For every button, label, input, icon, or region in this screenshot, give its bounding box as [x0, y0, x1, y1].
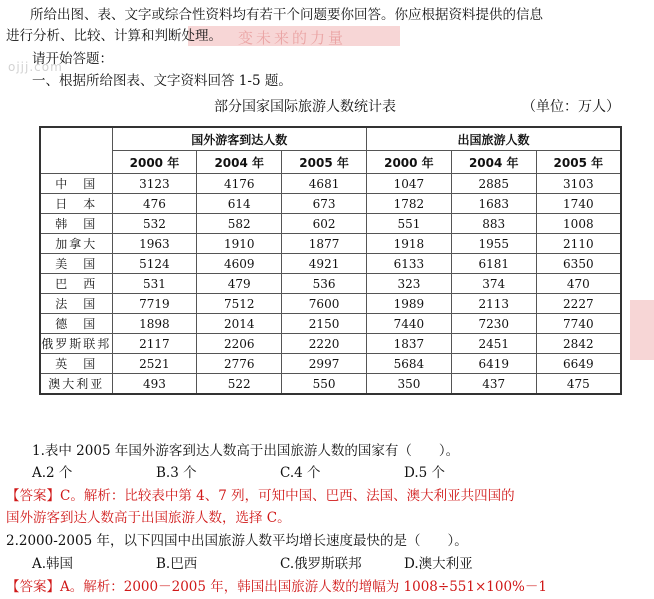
value-cell: 1782: [366, 194, 451, 214]
country-cell: 法 国: [40, 294, 112, 314]
value-cell: 582: [197, 214, 282, 234]
group-header-inbound: 国外游客到达人数: [112, 127, 366, 151]
country-cell: 德 国: [40, 314, 112, 334]
table-row: [40, 174, 621, 194]
intro-line-2: 进行分析、比较、计算和判断处理。: [6, 28, 222, 44]
value-cell: 531: [112, 274, 197, 294]
value-cell: 2220: [282, 334, 367, 354]
value-cell: 5684: [366, 354, 451, 374]
value-cell: 2110: [536, 234, 621, 254]
value-cell: 2885: [451, 174, 536, 194]
table-group-header-row: [40, 127, 621, 151]
country-cell: 英 国: [40, 354, 112, 374]
value-cell: 1955: [451, 234, 536, 254]
value-cell: 2014: [197, 314, 282, 334]
value-cell: 6350: [536, 254, 621, 274]
q1-option-d[interactable]: D.5 个: [404, 465, 446, 481]
value-cell: 6181: [451, 254, 536, 274]
value-cell: 4609: [197, 254, 282, 274]
value-cell: 7512: [197, 294, 282, 314]
value-cell: 536: [282, 274, 367, 294]
value-cell: 1910: [197, 234, 282, 254]
table-row: [40, 274, 621, 294]
table-year-header-row: [40, 151, 621, 174]
value-cell: 550: [282, 374, 367, 395]
q1-answer-line-2: 国外游客到达人数高于出国旅游人数，选择 C。: [6, 510, 291, 526]
q1-options: [32, 464, 445, 482]
value-cell: 2206: [197, 334, 282, 354]
value-cell: 673: [282, 194, 367, 214]
value-cell: 2227: [536, 294, 621, 314]
watermark-edge: [630, 300, 654, 360]
q2-options: [32, 555, 473, 573]
q1-question: 1.表中 2005 年国外游客到达人数高于出国旅游人数的国家有（ ）。: [32, 443, 460, 459]
value-cell: 7740: [536, 314, 621, 334]
year-header: 2004 年: [451, 151, 536, 174]
table-row: [40, 294, 621, 314]
intro-line-1: 所给出图、表、文字或综合性资料均有若干个问题要你回答。你应根据资料提供的信息: [30, 7, 543, 23]
watermark-slogan: 变未来的力量: [238, 29, 347, 47]
year-header: 2000 年: [112, 151, 197, 174]
value-cell: 1047: [366, 174, 451, 194]
value-cell: 1683: [451, 194, 536, 214]
value-cell: 2997: [282, 354, 367, 374]
country-cell: 韩 国: [40, 214, 112, 234]
value-cell: 1963: [112, 234, 197, 254]
value-cell: 1008: [536, 214, 621, 234]
value-cell: 532: [112, 214, 197, 234]
table-row: [40, 234, 621, 254]
q2-option-d[interactable]: D.澳大利亚: [404, 556, 473, 572]
value-cell: 323: [366, 274, 451, 294]
country-cell: 俄罗斯联邦: [40, 334, 112, 354]
value-cell: 2776: [197, 354, 282, 374]
value-cell: 374: [451, 274, 536, 294]
value-cell: 2150: [282, 314, 367, 334]
value-cell: 6649: [536, 354, 621, 374]
table-row: [40, 214, 621, 234]
value-cell: 1877: [282, 234, 367, 254]
value-cell: 614: [197, 194, 282, 214]
value-cell: 2117: [112, 334, 197, 354]
value-cell: 3103: [536, 174, 621, 194]
value-cell: 476: [112, 194, 197, 214]
value-cell: 350: [366, 374, 451, 395]
country-cell: 中 国: [40, 174, 112, 194]
year-header: 2005 年: [282, 151, 367, 174]
intro-line-4: 一、根据所给图表、文字资料回答 1-5 题。: [32, 73, 292, 89]
q1-answer-line-1: 【答案】C。解析：比较表中第 4、7 列，可知中国、巴西、法国、澳大利亚共四国的: [6, 488, 515, 504]
table-row: [40, 374, 621, 395]
table-unit: （单位：万人）: [522, 99, 620, 115]
q1-option-a[interactable]: A.2 个: [32, 465, 73, 481]
value-cell: 522: [197, 374, 282, 395]
value-cell: 479: [197, 274, 282, 294]
q2-option-c[interactable]: C.俄罗斯联邦: [280, 556, 362, 572]
value-cell: 1918: [366, 234, 451, 254]
value-cell: 1837: [366, 334, 451, 354]
watermark-domain: ojjj.com: [8, 60, 63, 74]
value-cell: 2451: [451, 334, 536, 354]
value-cell: 3123: [112, 174, 197, 194]
value-cell: 7719: [112, 294, 197, 314]
value-cell: 4176: [197, 174, 282, 194]
year-header: 2004 年: [197, 151, 282, 174]
value-cell: 4681: [282, 174, 367, 194]
value-cell: 7600: [282, 294, 367, 314]
value-cell: 1989: [366, 294, 451, 314]
group-header-outbound: 出国旅游人数: [366, 127, 621, 151]
table-corner-cell: [40, 127, 112, 174]
table-row: [40, 334, 621, 354]
value-cell: 437: [451, 374, 536, 395]
year-header: 2005 年: [536, 151, 621, 174]
q2-option-a[interactable]: A.韩国: [32, 556, 74, 572]
country-cell: 巴 西: [40, 274, 112, 294]
q1-option-c[interactable]: C.4 个: [280, 465, 321, 481]
value-cell: 2113: [451, 294, 536, 314]
country-cell: 加拿大: [40, 234, 112, 254]
value-cell: 1898: [112, 314, 197, 334]
value-cell: 493: [112, 374, 197, 395]
country-cell: 日 本: [40, 194, 112, 214]
value-cell: 1740: [536, 194, 621, 214]
table-row: [40, 254, 621, 274]
value-cell: 2521: [112, 354, 197, 374]
value-cell: 7440: [366, 314, 451, 334]
value-cell: 883: [451, 214, 536, 234]
table-title: 部分国家国际旅游人数统计表: [214, 99, 396, 115]
value-cell: 475: [536, 374, 621, 395]
value-cell: 2842: [536, 334, 621, 354]
q2-answer-line-1: 【答案】A。解析：2000－2005 年，韩国出国旅游人数的增幅为 1008÷551×100%－1: [6, 579, 547, 595]
table-row: [40, 314, 621, 334]
table-row: [40, 194, 621, 214]
country-cell: 澳大利亚: [40, 374, 112, 395]
value-cell: 551: [366, 214, 451, 234]
value-cell: 4921: [282, 254, 367, 274]
value-cell: 5124: [112, 254, 197, 274]
value-cell: 7230: [451, 314, 536, 334]
q1-option-b[interactable]: B.3 个: [156, 465, 197, 481]
value-cell: 602: [282, 214, 367, 234]
year-header: 2000 年: [366, 151, 451, 174]
value-cell: 6419: [451, 354, 536, 374]
intro-line-3: 请开始答题：: [32, 51, 113, 67]
country-cell: 美 国: [40, 254, 112, 274]
table-row: [40, 354, 621, 374]
tourism-table: [39, 126, 622, 395]
q2-option-b[interactable]: B.巴西: [156, 556, 198, 572]
value-cell: 6133: [366, 254, 451, 274]
q2-question: 2.2000-2005 年，以下四国中出国旅游人数平均增长速度最快的是（ ）。: [6, 533, 468, 549]
value-cell: 470: [536, 274, 621, 294]
